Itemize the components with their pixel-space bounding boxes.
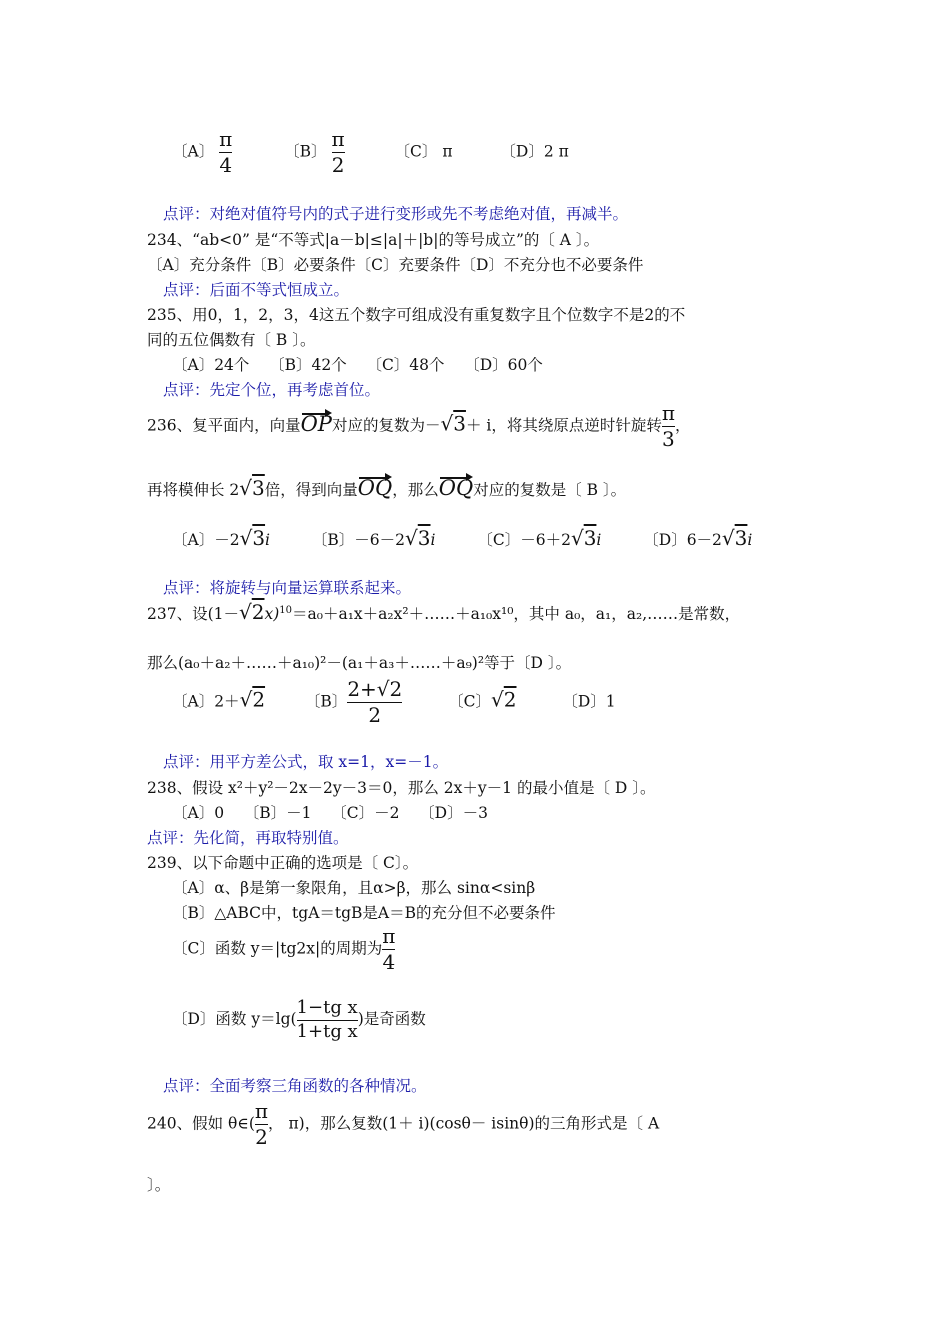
q233-option-d: 〔D〕2 π bbox=[500, 142, 569, 161]
q239-option-c-fraction: $\frac{\pi}{4}$ bbox=[382, 924, 396, 974]
q236-comment: 点评：将旋转与向量运算联系起来。 bbox=[163, 579, 412, 597]
vector-oq-2: OQ bbox=[438, 476, 474, 500]
sqrt-3: √3 bbox=[440, 411, 466, 436]
q238-question: 238、假设 x²＋y²－2x－2y－3＝0，那么 2x＋y－1 的最小值是〔 D 〕。 bbox=[147, 779, 656, 797]
q239-option-b: 〔B〕△ABC中，tgA＝tgB是A＝B的充分但不必要条件 bbox=[172, 904, 556, 922]
q240-question-line2: 〕。 bbox=[147, 1176, 171, 1194]
sqrt-2: √2 bbox=[239, 600, 265, 624]
q234-options: 〔A〕充分条件〔B〕必要条件〔C〕充要条件〔D〕不充分也不必要条件 bbox=[147, 256, 644, 274]
q237-question-line1: 237、设$(1-√2x)^{10}=a_0+a_1x+a_2x^2+\dots\dots+a_{10}x^{10}$，其中 a₀，a₁，a₂,……是常数， bbox=[147, 600, 741, 624]
q240-question-line1: 240、假如 θ∈( $\frac{\pi}{2}$ ， π)，那么复数(1＋ i)(cosθ－ isinθ)的三角形式是〔 A bbox=[147, 1099, 660, 1149]
q233-option-a: 〔A〕 bbox=[172, 142, 215, 161]
q239-option-a: 〔A〕α、β是第一象限角，且α>β，那么 sinα<sinβ bbox=[172, 879, 536, 897]
q235-options: 〔A〕24个 〔B〕42个 〔C〕48个 〔D〕60个 bbox=[172, 356, 543, 374]
q235-question-line1: 235、用0，1，2，3，4这五个数字可组成没有重复数字且个位数字不是2的不 bbox=[147, 306, 686, 324]
q236-question-line2: 再将模伸长 2√3倍，得到向量OQ，那么OQ对应的复数是〔 B 〕。 bbox=[147, 476, 627, 500]
q233-option-b-fraction: $\frac{\pi}{2}$ bbox=[331, 127, 345, 177]
q237-question-line2: 那么(a₀＋a₂＋……＋a₁₀)²－(a₁＋a₃＋……＋a₉)²等于〔D 〕。 bbox=[147, 654, 572, 672]
q234-question: 234、“ab<0” 是“不等式|a－b|≤|a|＋|b|的等号成立”的〔 A 〕。 bbox=[147, 231, 600, 249]
q239-question: 239、以下命题中正确的选项是〔 C〕。 bbox=[147, 854, 419, 872]
q233-option-b: 〔B〕 bbox=[284, 142, 327, 161]
q239-option-d: 〔D〕函数 y＝lg( $\frac{\text{1−tg x}}{\text{1+tg x}}$ )是奇函数 bbox=[172, 997, 426, 1042]
q236-question-line1: 236、复平面内，向量OP对应的复数为－√3＋ i，将其绕原点逆时针旋转 $\frac{\pi}{3}$ ， bbox=[147, 401, 691, 451]
q235-comment: 点评：先定个位，再考虑首位。 bbox=[163, 381, 381, 399]
q237-options: 〔A〕2＋√2 〔B〕 $\frac{2+√2}{2}$ 〔C〕√2 〔D〕1 bbox=[172, 677, 616, 727]
vector-op: OP bbox=[300, 411, 332, 436]
q236-options: 〔A〕－2√3i 〔B〕－6－2√3i 〔C〕－6＋2√3i 〔D〕6－2√3i bbox=[172, 526, 753, 550]
q239-comment: 点评：全面考察三角函数的各种情况。 bbox=[163, 1077, 427, 1095]
q237-comment: 点评：用平方差公式，取 x=1，x=－1。 bbox=[163, 753, 449, 771]
q237-option-b-fraction: $\frac{2+√2}{2}$ bbox=[347, 677, 403, 727]
q238-comment: 点评：先化简，再取特别值。 bbox=[147, 829, 349, 847]
q233-option-c: 〔C〕 π bbox=[394, 142, 453, 161]
q235-question-line2: 同的五位偶数有〔 B 〕。 bbox=[147, 331, 316, 349]
q239-option-d-fraction: $\frac{\text{1−tg x}}{\text{1+tg x}}$ bbox=[296, 997, 358, 1042]
q233-option-a-fraction: $\frac{\pi}{4}$ bbox=[219, 127, 233, 177]
q233-comment: 点评：对绝对值符号内的式子进行变形或先不考虑绝对值，再减半。 bbox=[163, 205, 629, 223]
q233-options bbox=[172, 128, 569, 177]
rotation-angle-fraction: $\frac{\pi}{3}$ bbox=[661, 401, 675, 451]
q234-comment: 点评：后面不等式恒成立。 bbox=[163, 281, 350, 299]
q240-fraction: $\frac{\pi}{2}$ bbox=[254, 1099, 269, 1149]
q239-option-c: 〔C〕函数 y＝|tg2x|的周期为 $\frac{\pi}{4}$ bbox=[172, 924, 396, 974]
vector-oq: OQ bbox=[357, 476, 393, 500]
q238-options: 〔A〕0 〔B〕－1 〔C〕－2 〔D〕－3 bbox=[172, 804, 488, 822]
